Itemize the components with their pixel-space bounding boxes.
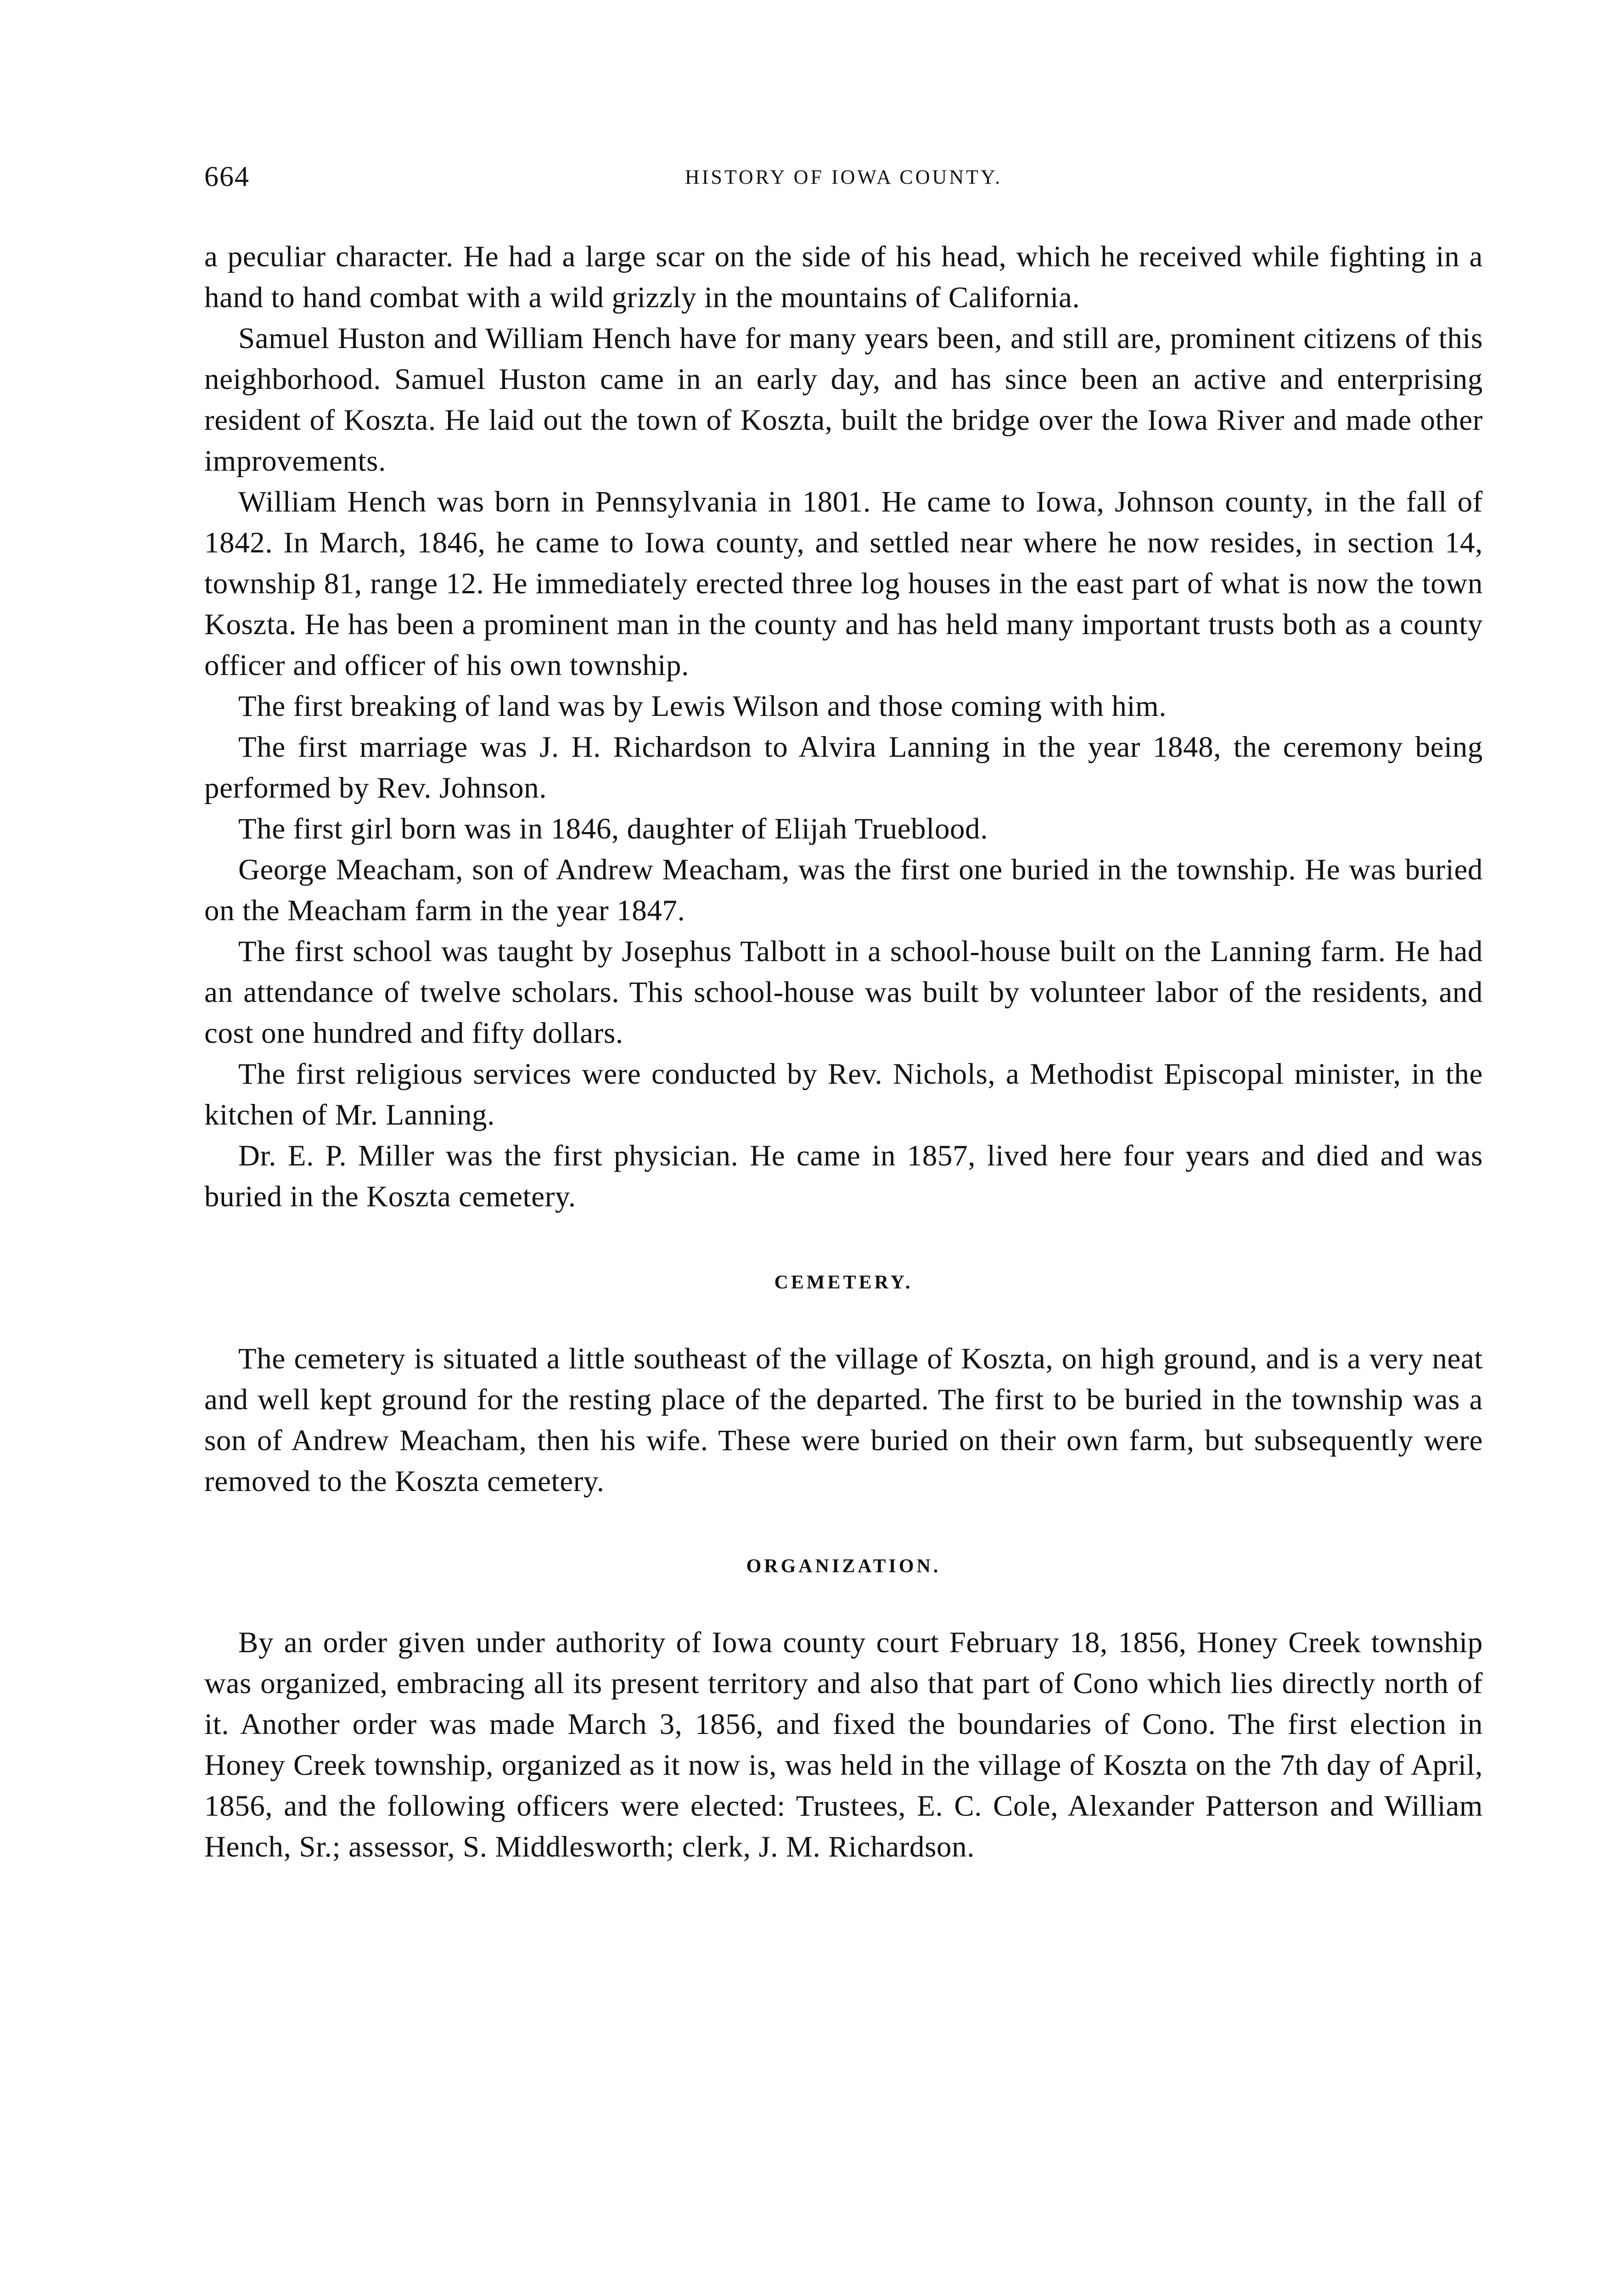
- intro-section: [204, 236, 1483, 1217]
- paragraph-religious-services: The first religious services were conducted by Rev. Nichols, a Methodist Episcopal minister, in the kitchen of Mr. Lanning.: [204, 1058, 1483, 1131]
- running-title: HISTORY OF IOWA COUNTY.: [685, 166, 1003, 188]
- cemetery-section: [204, 1339, 1483, 1502]
- paragraph-cemetery: The cemetery is situated a little southeast of the village of Koszta, on high ground, and is a very neat and well kept ground for the resting place of the departed. The first to be buried in the township was a son of Andrew Meacham, then his wife. These were buried on their own farm, but subsequently were removed to the Koszta cemetery.: [204, 1342, 1483, 1498]
- paragraph-huston-hench: Samuel Huston and William Hench have for many years been, and still are, prominent citizens of this neighborhood. Samuel Huston came in an early day, and has since been an active and enterprising resident of Koszta. He laid out the town of Koszta, built the bridge over the Iowa River and made other improvements.: [204, 322, 1483, 478]
- paragraph-first-girl: The first girl born was in 1846, daughter of Elijah Trueblood.: [238, 812, 988, 845]
- paragraph-first-physician: Dr. E. P. Miller was the first physician. He came in 1857, lived here four years and died and was buried in the Koszta cemetery.: [204, 1139, 1483, 1213]
- paragraph-first-marriage: The first marriage was J. H. Richardson to Alvira Lanning in the year 1848, the ceremony being performed by Rev. Johnson.: [204, 731, 1483, 805]
- cemetery-heading: CEMETERY.: [774, 1272, 913, 1293]
- paragraph-organization: By an order given under authority of Iowa county court February 18, 1856, Honey Creek township was organized, embracing all its present territory and also that part of Cono which lies directly north of it. Another order was made March 3, 1856, and fixed the boundaries of Cono. The first election in Honey Creek township, organized as it now is, was held in the village of Koszta on the 7th day of April, 1856, and the following officers were elected: Trustees, E. C. Cole, Alexander Patterson and William Hench, Sr.; assessor, S. Middlesworth; clerk, J. M. Richardson.: [204, 1626, 1483, 1863]
- organization-heading: ORGANIZATION.: [746, 1556, 941, 1577]
- page-number: 664: [204, 161, 250, 192]
- organization-section: [204, 1622, 1483, 1868]
- paragraph-first-school: The first school was taught by Josephus Talbott in a school-house built on the Lanning farm. He had an attendance of twelve scholars. This school-house was built by volunteer labor of the residents, and cost one hundred and fifty dollars.: [204, 935, 1483, 1050]
- paragraph-first-burial: George Meacham, son of Andrew Meacham, was the first one buried in the township. He was buried on the Meacham farm in the year 1847.: [204, 853, 1483, 927]
- paragraph-william-hench: William Hench was born in Pennsylvania in 1801. He came to Iowa, Johnson county, in the fall of 1842. In March, 1846, he came to Iowa county, and settled near where he now resides, in section 14, township 81, range 12. He immediately erected three log houses in the east part of what is now the town Koszta. He has been a prominent man in the county and has held many important trusts both as a county officer and officer of his own township.: [204, 485, 1483, 682]
- book-page: [204, 158, 1483, 2271]
- paragraph-first-breaking: The first breaking of land was by Lewis Wilson and those coming with him.: [238, 690, 1167, 723]
- page-header: [204, 158, 1483, 200]
- paragraph-continuation: a peculiar character. He had a large scar on the side of his head, which he received while fighting in a hand to hand combat with a wild grizzly in the mountains of California.: [204, 240, 1483, 314]
